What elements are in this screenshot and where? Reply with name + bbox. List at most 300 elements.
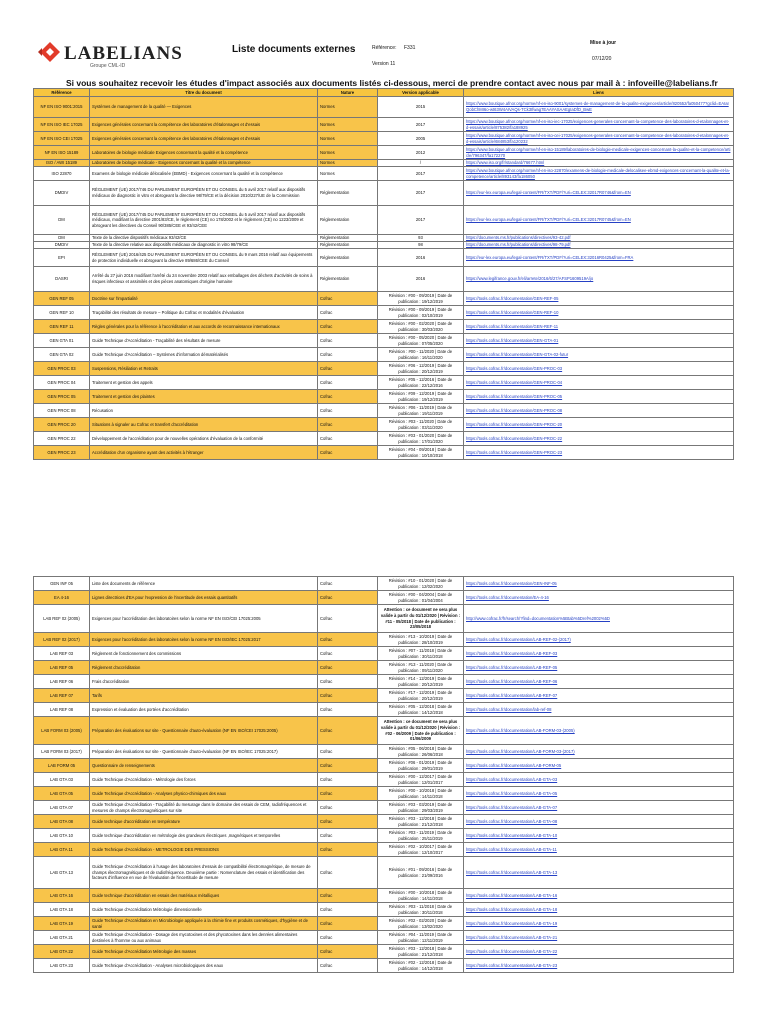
nature-cell: Cofrac bbox=[318, 661, 378, 675]
nature-cell: Normes bbox=[318, 167, 378, 181]
table-row bbox=[34, 146, 734, 160]
reference-cell: ISO 22870 bbox=[34, 167, 90, 181]
reference-cell: DM bbox=[34, 235, 90, 242]
reference-label: Référence: bbox=[372, 45, 397, 51]
link-cell[interactable]: https://tools.cofrac.fr/documentation/GEN-PROC-08 bbox=[464, 404, 734, 418]
version-cell: Révision : #03 - 12/2018 | Date de publication : 21/12/2018 bbox=[378, 815, 464, 829]
table-row bbox=[34, 773, 734, 787]
link-cell[interactable]: https://tools.cofrac.fr/documentation/GEN-INF-05 bbox=[464, 577, 734, 591]
version-cell: 93 bbox=[378, 235, 464, 242]
link-cell[interactable]: https://tools.cofrac.fr/documentation/LAB-GTA-11 bbox=[464, 843, 734, 857]
nature-cell: Cofrac bbox=[318, 432, 378, 446]
reference-cell: LAB REF 05 bbox=[34, 661, 90, 675]
nature-cell: Réglementation bbox=[318, 206, 378, 235]
table-row bbox=[34, 759, 734, 773]
version-cell: Attention : ce document ne sera plus valide à partir du 01/12/2020 | Révision : #02 - 06/2009 | Date de publication : 01/06/2009 bbox=[378, 717, 464, 745]
title-cell: Frais d'accréditation bbox=[90, 675, 318, 689]
reference-cell: GEN REF 10 bbox=[34, 306, 90, 320]
reference-cell: LAB FORM 05 bbox=[34, 759, 90, 773]
contact-notice: Si vous souhaitez recevoir les études d'impact associés aux documents listés ci-dessous, merci de prendre contact avec nous par mail à : infoveille@labelians.fr bbox=[66, 78, 718, 88]
table-row bbox=[34, 675, 734, 689]
table-row bbox=[34, 404, 734, 418]
link-cell[interactable]: https://tools.cofrac.fr/documentation/LAB-GTA-05 bbox=[464, 787, 734, 801]
link-cell[interactable]: https://tools.cofrac.fr/documentation/GEN-GTA-02-futur bbox=[464, 348, 734, 362]
title-cell: Guide technique d'accréditation en métrologie des grandeurs électriques ,magnétiques et temporelles bbox=[90, 829, 318, 843]
reference-cell: NF EN ISO 15189 bbox=[34, 146, 90, 160]
title-cell: Exigences générales concernant la compétence des laboratoires d'étalonnages et d'essais bbox=[90, 118, 318, 132]
version-cell: Révision : #02 - 10/2017 | Date de publication : 12/10/2017 bbox=[378, 843, 464, 857]
link-cell[interactable]: https://tools.cofrac.fr/documentation/LAB-GTA-13 bbox=[464, 857, 734, 889]
nature-cell: Cofrac bbox=[318, 605, 378, 633]
table-row bbox=[34, 292, 734, 306]
link-cell[interactable]: https://tools.cofrac.fr/documentation/LAB-REF-06 bbox=[464, 675, 734, 689]
title-cell: Guide Technique d'Accréditation – Systèmes d'information dématérialisés bbox=[90, 348, 318, 362]
title-cell: Traitement et gestion des plaintes bbox=[90, 390, 318, 404]
version-cell: 2012 bbox=[378, 146, 464, 160]
link-cell[interactable]: https://tools.cofrac.fr/documentation/GEN-REF-05 bbox=[464, 292, 734, 306]
reference-cell: NF EN ISO IEC 17025 bbox=[34, 118, 90, 132]
reference-cell: DMDIV bbox=[34, 242, 90, 249]
table-row bbox=[34, 97, 734, 118]
version-cell: Révision : #07 - 11/2018 | Date de publication : 30/11/2018 bbox=[378, 647, 464, 661]
version-cell: Révision : #03 - 11/2018 | Date de publication : 30/11/2018 bbox=[378, 903, 464, 917]
table-row bbox=[34, 903, 734, 917]
table-row bbox=[34, 167, 734, 181]
title-cell: Guide Technique d'Accréditation en Microbiologie appliquée à la chimie fine et produits cosmétiques, d'hygiène et de santé bbox=[90, 917, 318, 931]
title-cell: Règles générales pour la référence à l'accréditation et aux accords de reconnaissance internationaux bbox=[90, 320, 318, 334]
title-cell: Systèmes de management de la qualité — Exigences bbox=[90, 97, 318, 118]
link-cell[interactable]: http://www.cofrac.fr/fr/search/?find=documentation%5Btab%5Dref%2002%5D bbox=[464, 605, 734, 633]
update-date: 07/12/20 bbox=[592, 56, 612, 62]
version-cell: Révision : #05 - 12/2016 | Date de publication : 22/12/2016 bbox=[378, 376, 464, 390]
table-row bbox=[34, 591, 734, 605]
nature-cell: Réglementation bbox=[318, 235, 378, 242]
reference-cell: GEN PROC 08 bbox=[34, 404, 90, 418]
title-cell: Récusation bbox=[90, 404, 318, 418]
version-cell: Révision : #00 - 04/2004 | Date de publication : 01/04/2004 bbox=[378, 591, 464, 605]
version-cell: Révision : #00 - 11/2020 | Date de publication : 16/11/2020 bbox=[378, 348, 464, 362]
reference-cell: LAB GTA 07 bbox=[34, 801, 90, 815]
link-cell[interactable]: https://tools.cofrac.fr/documentation/LAB-FORM-05 bbox=[464, 759, 734, 773]
title-cell: RÈGLEMENT (UE) 2016/425 DU PARLEMENT EUROPÉEN ET DU CONSEIL du 9 mars 2016 relatif aux équipements de protection individuelle et abrogeant la directive 89/686/CEE du Conseil bbox=[90, 249, 318, 267]
title-cell: Doctrine sur l'impartialité bbox=[90, 292, 318, 306]
nature-cell: Cofrac bbox=[318, 348, 378, 362]
link-cell[interactable]: https://tools.cofrac.fr/documentation/GEN-REF-10 bbox=[464, 306, 734, 320]
title-cell: Tarifs bbox=[90, 689, 318, 703]
link-cell[interactable]: https://tools.cofrac.fr/documentation/LAB-GTA-07 bbox=[464, 801, 734, 815]
title-cell: Guide technique d'accréditation en essais des matériaux métalliques bbox=[90, 889, 318, 903]
title-cell: Liste des documents de référence bbox=[90, 577, 318, 591]
version-cell: Révision : #09 - 12/2019 | Date de publication : 19/12/2019 bbox=[378, 390, 464, 404]
version-cell: Révision : #00 - 02/2020 | Date de publication : 30/03/2020 bbox=[378, 320, 464, 334]
nature-cell: Normes bbox=[318, 118, 378, 132]
title-cell: Guide Technique d'Accréditation - Analyses microbiologiques des eaux bbox=[90, 959, 318, 973]
link-cell[interactable]: https://tools.cofrac.fr/documentation/LAB-GTA-08 bbox=[464, 815, 734, 829]
table-row bbox=[34, 959, 734, 973]
table-row bbox=[34, 605, 734, 633]
link-cell[interactable]: https://tools.cofrac.fr/documentation/EA-4-16 bbox=[464, 591, 734, 605]
table-row bbox=[34, 829, 734, 843]
link-cell[interactable]: https://tools.cofrac.fr/documentation/GEN-PROC-05 bbox=[464, 390, 734, 404]
reference-cell: LAB REF 06 bbox=[34, 675, 90, 689]
table-row bbox=[34, 362, 734, 376]
nature-cell: Cofrac bbox=[318, 292, 378, 306]
nature-cell: Cofrac bbox=[318, 404, 378, 418]
version-cell: Révision : #03 - 03/2019 | Date de publication : 29/03/2019 bbox=[378, 801, 464, 815]
nature-cell: Normes bbox=[318, 146, 378, 160]
link-cell[interactable]: https://tools.cofrac.fr/documentation/GEN-PROC-04 bbox=[464, 376, 734, 390]
reference-cell: EA 4-16 bbox=[34, 591, 90, 605]
link-cell[interactable]: https://eur-lex.europa.eu/legal-content/FR/TXT/PDF/?uri=CELEX:32017R0746&from=EN bbox=[464, 181, 734, 206]
col-reference: Référence bbox=[34, 89, 90, 97]
nature-cell: Cofrac bbox=[318, 306, 378, 320]
nature-cell: Cofrac bbox=[318, 773, 378, 787]
title-cell: Texte de la directive relative aux dispositifs médicaux de diagnostic in vitro 98/79/CE bbox=[90, 242, 318, 249]
reference-cell: LAB GTA 05 bbox=[34, 787, 90, 801]
table-row bbox=[34, 132, 734, 146]
title-cell: Règlement d'accréditation bbox=[90, 661, 318, 675]
version-cell: 2017 bbox=[378, 181, 464, 206]
link-cell[interactable]: https://tools.cofrac.fr/documentation/GEN-REF-11 bbox=[464, 320, 734, 334]
table-row bbox=[34, 242, 734, 249]
link-cell[interactable]: https://www.boutique.afnor.org/norme/nf-en-iso-iec-17025/exigences-generales-concernant-la-competence-des-laboratoires-d-etalonnages-et-d-essais/article/875382/fa188925 bbox=[464, 118, 734, 132]
version-cell: 2016 bbox=[378, 267, 464, 292]
nature-cell: Cofrac bbox=[318, 801, 378, 815]
link-cell[interactable]: https://tools.cofrac.fr/documentation/LAB-REF-03 bbox=[464, 647, 734, 661]
nature-cell: Cofrac bbox=[318, 959, 378, 973]
link-cell[interactable]: https://documents.ms.fr/publications/directives/98-79.pdf bbox=[464, 242, 734, 249]
reference-cell: GEN PROC 05 bbox=[34, 390, 90, 404]
title-cell: Guide Technique d'Accréditation Métrologie des masses bbox=[90, 945, 318, 959]
nature-cell: Cofrac bbox=[318, 390, 378, 404]
version-cell: Révision : #00 - 05/2020 | Date de publication : 07/05/2020 bbox=[378, 334, 464, 348]
version-cell: Révision : #06 - 11/2019 | Date de publication : 19/11/2019 bbox=[378, 404, 464, 418]
version-cell: Révision : #17 - 12/2019 | Date de publication : 20/12/2019 bbox=[378, 689, 464, 703]
nature-cell: Cofrac bbox=[318, 376, 378, 390]
nature-cell: Cofrac bbox=[318, 815, 378, 829]
col-nature: Nature bbox=[318, 89, 378, 97]
reference-cell: LAB REF 02 (2017) bbox=[34, 633, 90, 647]
version-cell: 2016 bbox=[378, 249, 464, 267]
version-cell: Révision : #06 - 12/2019 | Date de publication : 20/12/2019 bbox=[378, 362, 464, 376]
table-row bbox=[34, 348, 734, 362]
col-title: Titre du document bbox=[90, 89, 318, 97]
reference-cell: LAB GTA 03 bbox=[34, 773, 90, 787]
table-row bbox=[34, 160, 734, 167]
title-cell: Guide Technique d'Accréditation - Métrologie des forces bbox=[90, 773, 318, 787]
reference-cell: GEN GTA 01 bbox=[34, 334, 90, 348]
title-cell: Texte de la directive dispositifs médicaux 93/42/CE bbox=[90, 235, 318, 242]
reference-value: F331 bbox=[404, 45, 416, 51]
table-row bbox=[34, 446, 734, 460]
reference-cell: LAB GTA 22 bbox=[34, 945, 90, 959]
title-cell: Traçabilité des résultats de mesure – Politique du Cofrac et modalités d'évaluation bbox=[90, 306, 318, 320]
reference-cell: GEN PROC 03 bbox=[34, 362, 90, 376]
link-cell[interactable]: https://www.boutique.afnor.org/norme/nf-en-iso-9001/systemes-de-management-de-la-qualite-exigences/article/820552/fa050477?gclid=EAIaIQobChMI6o-wt63W4AIVAQs-TCk3Ifwag7EAAYASAAEgIaDfD_BwE bbox=[464, 97, 734, 118]
version-cell: Révision : #02 - 02/2020 | Date de publication : 13/02/2020 bbox=[378, 917, 464, 931]
nature-cell: Cofrac bbox=[318, 889, 378, 903]
nature-cell: Réglementation bbox=[318, 242, 378, 249]
link-cell[interactable]: https://eur-lex.europa.eu/legal-content/FR/TXT/PDF/?uri=CELEX:32016R0425&from=FRA bbox=[464, 249, 734, 267]
link-cell[interactable]: https://eur-lex.europa.eu/legal-content/FR/TXT/PDF/?uri=CELEX:32017R0745&from=EN bbox=[464, 206, 734, 235]
reference-cell: LAB FORM 03 (2017) bbox=[34, 745, 90, 759]
nature-cell: Cofrac bbox=[318, 917, 378, 931]
table-row bbox=[34, 181, 734, 206]
reference-cell: DASRI bbox=[34, 267, 90, 292]
link-cell[interactable]: https://tools.cofrac.fr/documentation/LAB-REF-02-(2017) bbox=[464, 633, 734, 647]
link-cell[interactable]: https://tools.cofrac.fr/documentation/LAB-REF-07 bbox=[464, 689, 734, 703]
link-cell[interactable]: https://www.legifrance.gouv.fr/eli/arrete/2016/6/27/AFSP1609519A/jo bbox=[464, 267, 734, 292]
table-row bbox=[34, 717, 734, 745]
version-cell: 2017 bbox=[378, 118, 464, 132]
table-row bbox=[34, 661, 734, 675]
reference-cell: GEN REF 05 bbox=[34, 292, 90, 306]
reference-cell: LAB FORM 03 (2005) bbox=[34, 717, 90, 745]
link-cell[interactable]: https://tools.cofrac.fr/documentation/LAB-GTA-23 bbox=[464, 959, 734, 973]
reference-cell: LAB GTA 21 bbox=[34, 931, 90, 945]
link-cell[interactable]: https://www.boutique.afnor.org/norme/nf-en-iso-22870/examens-de-biologie-medicale-delocalisee-ebmd-exigences-concernant-la-qualite-et-la-competence/article/893143/fa186050 bbox=[464, 167, 734, 181]
title-cell: Développement de l'accréditation pour de nouvelles opérations d'évaluation de la conformité bbox=[90, 432, 318, 446]
title-cell: Arrêté du 27 juin 2016 modifiant l'arrêté du 24 novembre 2003 relatif aux emballages des déchets d'activités de soins à risques infectieux et assimilés et des pièces anatomiques d'origine humaine bbox=[90, 267, 318, 292]
title-cell: Situations à signaler au Cofrac et transfert d'accréditation bbox=[90, 418, 318, 432]
version-cell: Révision : #00 - 10/2018 | Date de publication : 14/11/2018 bbox=[378, 787, 464, 801]
title-cell: Laboratoires de biologie médicale Exigences concernant la qualité et la compétence bbox=[90, 146, 318, 160]
table-row bbox=[34, 815, 734, 829]
title-cell: Questionnaire de renseignements bbox=[90, 759, 318, 773]
version-cell: Attention : ce document ne sera plus valide à partir du 01/12/2020 | Révision : #11 - 05/2018 | Date de publication : 23/05/2018 bbox=[378, 605, 464, 633]
link-cell[interactable]: https://www.boutique.afnor.org/norme/nf-en-iso-15189/laboratoires-de-biologie-medicale-exigences-concernant-la-qualite-et-la-competence/article/796347/fa172270 bbox=[464, 146, 734, 160]
link-cell[interactable]: https://tools.cofrac.fr/documentation/LAB-FORM-03-(2017) bbox=[464, 745, 734, 759]
version-cell: Révision : #00 - 10/2018 | Date de publication : 14/11/2018 bbox=[378, 889, 464, 903]
nature-cell: Cofrac bbox=[318, 931, 378, 945]
version-cell: Révision : #04 - 09/2018 | Date de publication : 10/10/2018 bbox=[378, 446, 464, 460]
nature-cell: Cofrac bbox=[318, 689, 378, 703]
version-cell: Révision : #03 - 01/2020 | Date de publication : 17/01/2020 bbox=[378, 432, 464, 446]
link-cell[interactable]: https://tools.cofrac.fr/documentation/GEN-PROC-22 bbox=[464, 432, 734, 446]
version-cell: Révision : #00 - 09/2019 | Date de publication : 02/10/2019 bbox=[378, 306, 464, 320]
nature-cell: Cofrac bbox=[318, 362, 378, 376]
table-row bbox=[34, 857, 734, 889]
table-row bbox=[34, 306, 734, 320]
update-label: Mise à jour bbox=[590, 40, 617, 46]
title-cell: Guide Technique d'Accréditation Métrologie dimensionnelle bbox=[90, 903, 318, 917]
nature-cell: Cofrac bbox=[318, 759, 378, 773]
title-cell: RÈGLEMENT (UE) 2017/746 DU PARLEMENT EUROPÉEN ET DU CONSEIL du 5 avril 2017 relatif aux dispositifs médicaux de diagnostic in vitro et abrogeant la directive 98/79/CE et la décision 2010/227/UE de la Commission bbox=[90, 181, 318, 206]
table-row bbox=[34, 843, 734, 857]
version-cell: Révision : #02 - 12/2018 | Date de publication : 14/12/2018 bbox=[378, 959, 464, 973]
version-cell: 2005 bbox=[378, 132, 464, 146]
title-cell: Expression et évaluation des portées d'accréditation bbox=[90, 703, 318, 717]
table-row bbox=[34, 206, 734, 235]
link-cell[interactable]: https://documents.ms.fr/publications/directives/93-42.pdf bbox=[464, 235, 734, 242]
version-cell: 98 bbox=[378, 242, 464, 249]
reference-cell: GEN PROC 23 bbox=[34, 446, 90, 460]
title-cell: Préparation des évaluations sur site - Questionnaire d'auto-évaluation (NF EN ISO/CEI 17025:2005) bbox=[90, 717, 318, 745]
reference-cell: NF EN ISO CEI 17025 bbox=[34, 132, 90, 146]
title-cell: RÈGLEMENT (UE) 2017/745 DU PARLEMENT EUROPÉEN ET DU CONSEIL du 5 avril 2017 relatif aux dispositifs médicaux, modifiant la directive 2001/83/CE, le règlement (CE) no 178/2002 et le règlement (CE) no 1223/2009 et abrogeant les directives du Conseil 90/385/CEE et 93/42/CEE bbox=[90, 206, 318, 235]
reference-cell: GEN GTA 02 bbox=[34, 348, 90, 362]
nature-cell: Cofrac bbox=[318, 577, 378, 591]
reference-cell: GEN PROC 20 bbox=[34, 418, 90, 432]
table-row bbox=[34, 647, 734, 661]
nature-cell: Normes bbox=[318, 132, 378, 146]
version-cell: Révision : #13 - 10/2019 | Date de publication : 28/10/2019 bbox=[378, 633, 464, 647]
link-cell[interactable]: https://tools.cofrac.fr/documentation/LAB-FORM-03-(2005) bbox=[464, 717, 734, 745]
table-row bbox=[34, 787, 734, 801]
col-links: Liens bbox=[464, 89, 734, 97]
link-cell[interactable]: https://www.boutique.afnor.org/norme/nf-en-iso-cei-17025/exigences-generales-concernant-la-competence-des-laboratoires-d-etalonnages-et-d-essais/article/684853/fa120232 bbox=[464, 132, 734, 146]
table-row bbox=[34, 249, 734, 267]
table-row bbox=[34, 376, 734, 390]
version-cell: 2017 bbox=[378, 206, 464, 235]
version-cell: Révision : #10 - 01/2020 | Date de publication : 12/02/2020 bbox=[378, 577, 464, 591]
version-cell: Révision : #06 - 01/2019 | Date de publication : 29/01/2019 bbox=[378, 759, 464, 773]
version-cell: Révision : #00 - 09/2019 | Date de publication : 19/12/2019 bbox=[378, 292, 464, 306]
col-version: Version applicable bbox=[378, 89, 464, 97]
version-cell: Révision : #03 - 11/2019 | Date de publication : 25/11/2019 bbox=[378, 829, 464, 843]
page-title: Liste documents externes bbox=[232, 44, 356, 55]
version-cell: Révision : #01 - 09/2016 | Date de publication : 21/09/2016 bbox=[378, 857, 464, 889]
reference-cell: GEN REF 11 bbox=[34, 320, 90, 334]
title-cell: Examens de biologie médicale délocalisée (EBMD) - Exigences concernant la qualité et la compétence bbox=[90, 167, 318, 181]
reference-cell: LAB REF 08 bbox=[34, 703, 90, 717]
documents-table-1 bbox=[33, 88, 734, 460]
version-cell: 2015 bbox=[378, 97, 464, 118]
nature-cell: Cofrac bbox=[318, 446, 378, 460]
brand-name: LABELIANS bbox=[64, 43, 183, 64]
table-row bbox=[34, 801, 734, 815]
title-cell: Traitement et gestion des appels bbox=[90, 376, 318, 390]
link-cell[interactable]: https://tools.cofrac.fr/documentation/GEN-GTA-01 bbox=[464, 334, 734, 348]
nature-cell: Cofrac bbox=[318, 829, 378, 843]
title-cell: Guide Technique d'Accréditation - Analyses physico-chimiques des eaux bbox=[90, 787, 318, 801]
reference-cell: LAB GTA 11 bbox=[34, 843, 90, 857]
table-row bbox=[34, 889, 734, 903]
nature-cell: Cofrac bbox=[318, 717, 378, 745]
nature-cell: Cofrac bbox=[318, 703, 378, 717]
table-row bbox=[34, 118, 734, 132]
title-cell: Exigences pour l'accréditation des laboratoires selon la norme NF EN ISO/CEI 17025:2005 bbox=[90, 605, 318, 633]
reference-cell: LAB REF 03 bbox=[34, 647, 90, 661]
title-cell: Exigences générales concernant la compétence des laboratoires d'étalonnages et d'essais bbox=[90, 132, 318, 146]
title-cell: Laboratoires de biologie médicale - Exigences concernant la qualité et la compétence bbox=[90, 160, 318, 167]
table-row bbox=[34, 945, 734, 959]
title-cell: Guide Technique d'Accréditation - Dosage des mycotoxines et des phycotoxines dans les denrées alimentaires destinées à l'homme ou aux animaux bbox=[90, 931, 318, 945]
reference-cell: LAB GTA 13 bbox=[34, 857, 90, 889]
table-row bbox=[34, 334, 734, 348]
nature-cell: Normes bbox=[318, 97, 378, 118]
title-cell: Lignes directrices d'EA pour l'expression de l'incertitude des essais quantitatifs bbox=[90, 591, 318, 605]
reference-cell: LAB GTA 19 bbox=[34, 917, 90, 931]
reference-cell: EPI bbox=[34, 249, 90, 267]
link-cell[interactable]: https://tools.cofrac.fr/documentation/LAB-GTA-18 bbox=[464, 903, 734, 917]
link-cell[interactable]: https://tools.cofrac.fr/documentation/LAB-GTA-10 bbox=[464, 829, 734, 843]
link-cell[interactable]: https://tools.cofrac.fr/documentation/LAB-GTA-03 bbox=[464, 773, 734, 787]
link-cell[interactable]: https://tools.cofrac.fr/documentation/LAB-GTA-16 bbox=[464, 889, 734, 903]
title-cell: Accréditation d'un organisme ayant des activités à l'étranger bbox=[90, 446, 318, 460]
nature-cell: Cofrac bbox=[318, 320, 378, 334]
table-row bbox=[34, 633, 734, 647]
version-cell: Révision : #05 - 12/2018 | Date de publication : 14/12/2018 bbox=[378, 703, 464, 717]
title-cell: Règlement de fonctionnement des commissions bbox=[90, 647, 318, 661]
link-cell[interactable]: https://tools.cofrac.fr/documentation/LAB-GTA-21 bbox=[464, 931, 734, 945]
title-cell: Guide Technique d'Accréditation à l'usage des laboratoires d'essais de compatibilité électromagnétique, de mesure de champs électromagnétiques et de radiofréquence. Deuxième partie : Nomenclature des essais et identification des facteurs d'influence en vue de l'évaluation de l'incertitude de mesure bbox=[90, 857, 318, 889]
nature-cell: Cofrac bbox=[318, 903, 378, 917]
link-cell[interactable]: https://www.iso.org/fr/standard/76677.html bbox=[464, 160, 734, 167]
version-cell: Révision : #05 - 06/2018 | Date de publication : 26/06/2018 bbox=[378, 745, 464, 759]
reference-cell: LAB GTA 08 bbox=[34, 815, 90, 829]
version-cell: Révision : #13 - 11/2020 | Date de publication : 09/11/2020 bbox=[378, 661, 464, 675]
nature-cell: Cofrac bbox=[318, 633, 378, 647]
version-cell: 2017 bbox=[378, 167, 464, 181]
version-cell: Révision : #00 - 12/2017 | Date de publication : 12/01/2017 bbox=[378, 773, 464, 787]
version-cell: Révision : #03 - 12/2018 | Date de publication : 21/12/2018 bbox=[378, 945, 464, 959]
reference-cell: LAB REF 02 (2005) bbox=[34, 605, 90, 633]
table-row bbox=[34, 689, 734, 703]
link-cell[interactable]: https://tools.cofrac.fr/documentation/LAB-GTA-19 bbox=[464, 917, 734, 931]
link-cell[interactable]: https://tools.cofrac.fr/documentation/lab-ref-08 bbox=[464, 703, 734, 717]
title-cell: Suspensions, Résiliation et Retraits bbox=[90, 362, 318, 376]
reference-cell: DMDIV bbox=[34, 181, 90, 206]
nature-cell: Cofrac bbox=[318, 334, 378, 348]
table-row bbox=[34, 432, 734, 446]
title-cell: Guide Technique d'Accréditation - Traçabilité des résultats de mesure bbox=[90, 334, 318, 348]
nature-cell: Cofrac bbox=[318, 675, 378, 689]
table-row bbox=[34, 390, 734, 404]
nature-cell: Cofrac bbox=[318, 418, 378, 432]
version-cell: Révision : #03 - 11/2020 | Date de publication : 03/11/2020 bbox=[378, 418, 464, 432]
nature-cell: Cofrac bbox=[318, 843, 378, 857]
reference-cell: LAB REF 07 bbox=[34, 689, 90, 703]
title-cell: Guide Technique d'Accréditation - METROLOGIE DES PRESSIONS bbox=[90, 843, 318, 857]
reference-cell: GEN INF 05 bbox=[34, 577, 90, 591]
table-row bbox=[34, 745, 734, 759]
reference-cell: DM bbox=[34, 206, 90, 235]
link-cell[interactable]: https://tools.cofrac.fr/documentation/GEN-PROC-20 bbox=[464, 418, 734, 432]
table-row bbox=[34, 235, 734, 242]
table-row bbox=[34, 703, 734, 717]
version-cell: Révision : #04 - 11/2019 | Date de publication : 12/11/2019 bbox=[378, 931, 464, 945]
table-row bbox=[34, 418, 734, 432]
reference-cell: LAB GTA 16 bbox=[34, 889, 90, 903]
brand-subtitle: Groupe CML-ID bbox=[90, 63, 126, 69]
title-cell: Exigences pour l'accréditation des laboratoires selon la norme NF EN ISO/IEC 17025:2017 bbox=[90, 633, 318, 647]
nature-cell: Réglementation bbox=[318, 249, 378, 267]
table-row bbox=[34, 577, 734, 591]
table-row bbox=[34, 267, 734, 292]
documents-table-2 bbox=[33, 576, 734, 973]
reference-cell: GEN PROC 22 bbox=[34, 432, 90, 446]
table-row bbox=[34, 917, 734, 931]
nature-cell: Réglementation bbox=[318, 267, 378, 292]
nature-cell: Cofrac bbox=[318, 647, 378, 661]
version-cell: / bbox=[378, 160, 464, 167]
table-row bbox=[34, 320, 734, 334]
reference-cell: LAB GTA 10 bbox=[34, 829, 90, 843]
link-cell[interactable]: https://tools.cofrac.fr/documentation/GEN-PROC-23 bbox=[464, 446, 734, 460]
nature-cell: Réglementation bbox=[318, 181, 378, 206]
title-cell: Guide Technique d'Accréditation - Traçabilité du mesurage dans le domaine des essais de CEM, radiofréquences et mesures de champs électromagnétiques sur site bbox=[90, 801, 318, 815]
title-cell: Préparation des évaluations sur site - Questionnaire d'auto-évaluation (NF EN ISO/IEC 17025:2017) bbox=[90, 745, 318, 759]
link-cell[interactable]: https://tools.cofrac.fr/documentation/LAB-GTA-22 bbox=[464, 945, 734, 959]
reference-cell: ISO / AWI 15189 bbox=[34, 160, 90, 167]
link-cell[interactable]: https://tools.cofrac.fr/documentation/GEN-PROC-03 bbox=[464, 362, 734, 376]
nature-cell: Cofrac bbox=[318, 591, 378, 605]
reference-cell: LAB GTA 18 bbox=[34, 903, 90, 917]
version-label: Version 11 bbox=[372, 61, 396, 67]
nature-cell: Cofrac bbox=[318, 787, 378, 801]
link-cell[interactable]: https://tools.cofrac.fr/documentation/LAB-REF-05 bbox=[464, 661, 734, 675]
